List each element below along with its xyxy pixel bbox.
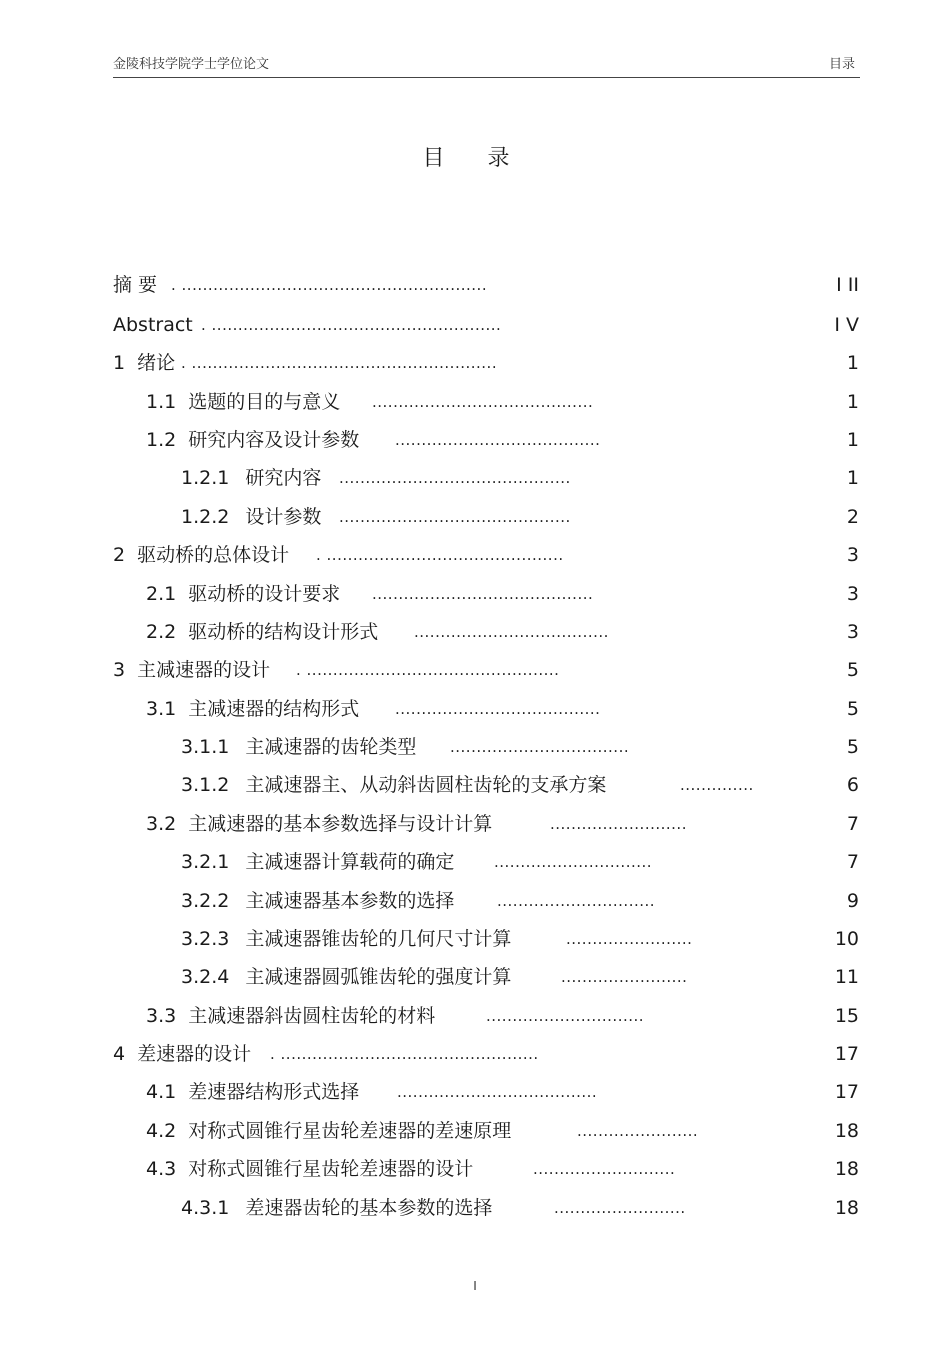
toc-entry-number: 3.2 — [146, 813, 177, 835]
toc-entry-title: 主减速器圆弧锥齿轮的强度计算 — [245, 966, 512, 988]
toc-entry-leader-dots: .............................. — [486, 1007, 645, 1025]
toc-entry-number: 1.1 — [146, 391, 177, 413]
toc-entry-page-number: 18 — [834, 1120, 859, 1142]
toc-entry-page-number: 7 — [846, 813, 859, 835]
toc-entry-leader-dots: ...................................... — [397, 1083, 598, 1101]
toc-entry-number: 3.2.4 — [181, 966, 230, 988]
toc-entry-page-number: 18 — [834, 1197, 859, 1219]
toc-entry-title: 绪论 — [137, 352, 176, 374]
toc-entry[interactable] — [113, 1042, 539, 1066]
toc-entry-page-number: 7 — [846, 851, 859, 873]
toc-entry-title: 对称式圆锥行星齿轮差速器的差速原理 — [188, 1120, 512, 1142]
toc-entry-number: 1 — [113, 352, 126, 374]
toc-entry[interactable] — [113, 313, 502, 337]
toc-entry[interactable] — [181, 927, 693, 951]
toc-entry-title: 差速器结构形式选择 — [188, 1081, 360, 1103]
toc-entry[interactable] — [146, 1080, 598, 1104]
toc-entry-title: 差速器的设计 — [137, 1043, 252, 1065]
toc-entry-leader-dots: . .......................................................... — [181, 354, 498, 372]
toc-entry-page-number: 2 — [846, 506, 859, 528]
toc-entry-page-number: 5 — [846, 659, 859, 681]
toc-entry-number: 2 — [113, 544, 126, 566]
toc-entry[interactable] — [181, 889, 656, 913]
toc-entry-page-number: 6 — [846, 774, 859, 796]
toc-entry-title: 差速器齿轮的基本参数的选择 — [245, 1197, 493, 1219]
toc-entry-page-number: I V — [834, 314, 859, 336]
toc-entry-page-number: 18 — [834, 1158, 859, 1180]
page-header-school: 金陵科技学院学士学位论文 — [113, 57, 270, 72]
toc-entry[interactable] — [113, 351, 498, 375]
toc-entry[interactable] — [181, 1196, 686, 1220]
toc-entry-title: 主减速器的齿轮类型 — [245, 736, 417, 758]
page-header-section: 目录 — [828, 57, 855, 72]
toc-entry[interactable] — [146, 697, 601, 721]
toc-entry-leader-dots: . ....................................................... — [201, 316, 502, 334]
toc-entry-number: 3 — [113, 659, 126, 681]
toc-entry-page-number: 17 — [834, 1081, 859, 1103]
toc-entry-page-number: 3 — [846, 621, 859, 643]
toc-entry[interactable] — [113, 658, 560, 682]
toc-entry-number: 2.1 — [146, 583, 177, 605]
toc-entry-title: 主减速器的基本参数选择与设计计算 — [188, 813, 493, 835]
toc-entry-number: 4.1 — [146, 1081, 177, 1103]
toc-entry-leader-dots: . ................................................. — [270, 1045, 539, 1063]
toc-entry[interactable] — [146, 1157, 676, 1181]
toc-entry-leader-dots: ........................... — [533, 1160, 676, 1178]
toc-entry-leader-dots: .............................. — [494, 853, 653, 871]
toc-entry-number: 1.2.1 — [181, 467, 230, 489]
toc-entry-leader-dots: ......................... — [554, 1199, 686, 1217]
toc-entry-number: 4.3.1 — [181, 1197, 230, 1219]
toc-entry[interactable] — [146, 1004, 645, 1028]
header-rule — [113, 77, 860, 78]
toc-entry[interactable] — [146, 582, 594, 606]
toc-entry-leader-dots: ..................................... — [414, 623, 609, 641]
toc-entry-title: 对称式圆锥行星齿轮差速器的设计 — [188, 1158, 474, 1180]
toc-entry-leader-dots: ....................................... — [395, 700, 601, 718]
toc-entry-title: 主减速器的结构形式 — [188, 698, 360, 720]
toc-entry-title: 主减速器计算载荷的确定 — [245, 851, 455, 873]
toc-entry-page-number: 1 — [846, 429, 859, 451]
toc-entry-page-number: 15 — [834, 1005, 859, 1027]
toc-entry-page-number: 11 — [834, 966, 859, 988]
toc-entry-title: 驱动桥的总体设计 — [137, 544, 290, 566]
toc-entry[interactable] — [113, 273, 488, 297]
toc-entry-title: 研究内容 — [245, 467, 322, 489]
toc-entry[interactable] — [181, 466, 571, 490]
toc-entry-number: 3.2.1 — [181, 851, 230, 873]
toc-entry-page-number: I II — [836, 274, 859, 296]
toc-entry-title: 驱动桥的设计要求 — [188, 583, 341, 605]
toc-entry-leader-dots: ............................................ — [339, 508, 571, 526]
toc-entry[interactable] — [146, 620, 609, 644]
toc-entry-page-number: 1 — [846, 391, 859, 413]
toc-entry-title: 研究内容及设计参数 — [188, 429, 360, 451]
toc-entry-title: Abstract — [113, 314, 193, 336]
toc-entry-title: 主减速器主、从动斜齿圆柱齿轮的支承方案 — [245, 774, 607, 796]
toc-entry[interactable] — [181, 505, 571, 529]
toc-entry[interactable] — [181, 735, 630, 759]
toc-entry-title: 主减速器的设计 — [137, 659, 271, 681]
toc-entry-leader-dots: . .......................................................... — [171, 276, 488, 294]
toc-entry-page-number: 3 — [846, 544, 859, 566]
toc-entry-title: 设计参数 — [245, 506, 322, 528]
toc-entry-leader-dots: .......................... — [550, 815, 687, 833]
footer-page-number: I — [473, 1279, 477, 1293]
toc-entry[interactable] — [146, 390, 594, 414]
toc-entry[interactable] — [146, 428, 601, 452]
toc-entry-number: 3.1.1 — [181, 736, 230, 758]
toc-entry-page-number: 5 — [846, 698, 859, 720]
toc-entry-number: 1.2 — [146, 429, 177, 451]
toc-entry-leader-dots: . ................................................ — [296, 661, 560, 679]
toc-entry-leader-dots: .......................................... — [372, 585, 594, 603]
toc-entry-number: 4.2 — [146, 1120, 177, 1142]
toc-entry-leader-dots: ............................................ — [339, 469, 571, 487]
toc-entry-number: 3.2.3 — [181, 928, 230, 950]
toc-entry-leader-dots: ....................................... — [395, 431, 601, 449]
toc-entry-leader-dots: ........................ — [561, 968, 688, 986]
toc-entry-leader-dots: ........................ — [566, 930, 693, 948]
toc-entry-leader-dots: .......................................... — [372, 393, 594, 411]
toc-entry-page-number: 1 — [846, 352, 859, 374]
toc-entry[interactable] — [113, 543, 564, 567]
toc-entry-leader-dots: .............. — [680, 776, 754, 794]
toc-entry-number: 4 — [113, 1043, 126, 1065]
toc-entry-number: 4.3 — [146, 1158, 177, 1180]
toc-entry-number: 3.1 — [146, 698, 177, 720]
toc-entry-page-number: 10 — [834, 928, 859, 950]
toc-entry-page-number: 17 — [834, 1043, 859, 1065]
toc-entry-number: 3.3 — [146, 1005, 177, 1027]
toc-entry-leader-dots: . ............................................. — [316, 546, 564, 564]
page-title: 目 录 — [422, 146, 528, 171]
toc-entry-number: 3.2.2 — [181, 890, 230, 912]
toc-entry-number: 1.2.2 — [181, 506, 230, 528]
toc-entry-title: 主减速器锥齿轮的几何尺寸计算 — [245, 928, 512, 950]
toc-entry[interactable] — [146, 812, 687, 836]
toc-entry-page-number: 5 — [846, 736, 859, 758]
toc-entry-title: 选题的目的与意义 — [188, 391, 341, 413]
toc-entry-leader-dots: .............................. — [497, 892, 656, 910]
toc-entry-number: 2.2 — [146, 621, 177, 643]
toc-entry[interactable] — [181, 965, 688, 989]
toc-entry-page-number: 3 — [846, 583, 859, 605]
toc-entry-page-number: 1 — [846, 467, 859, 489]
toc-entry-title: 主减速器基本参数的选择 — [245, 890, 455, 912]
toc-entry[interactable] — [181, 850, 653, 874]
toc-entry-title: 摘 要 — [113, 274, 158, 296]
toc-entry-leader-dots: ....................... — [577, 1122, 699, 1140]
toc-entry[interactable] — [146, 1119, 699, 1143]
toc-entry-title: 主减速器斜齿圆柱齿轮的材料 — [188, 1005, 436, 1027]
toc-entry-title: 驱动桥的结构设计形式 — [188, 621, 379, 643]
toc-entry-leader-dots: .................................. — [450, 738, 630, 756]
toc-entry-page-number: 9 — [846, 890, 859, 912]
toc-entry-number: 3.1.2 — [181, 774, 230, 796]
toc-entry[interactable] — [181, 773, 754, 797]
